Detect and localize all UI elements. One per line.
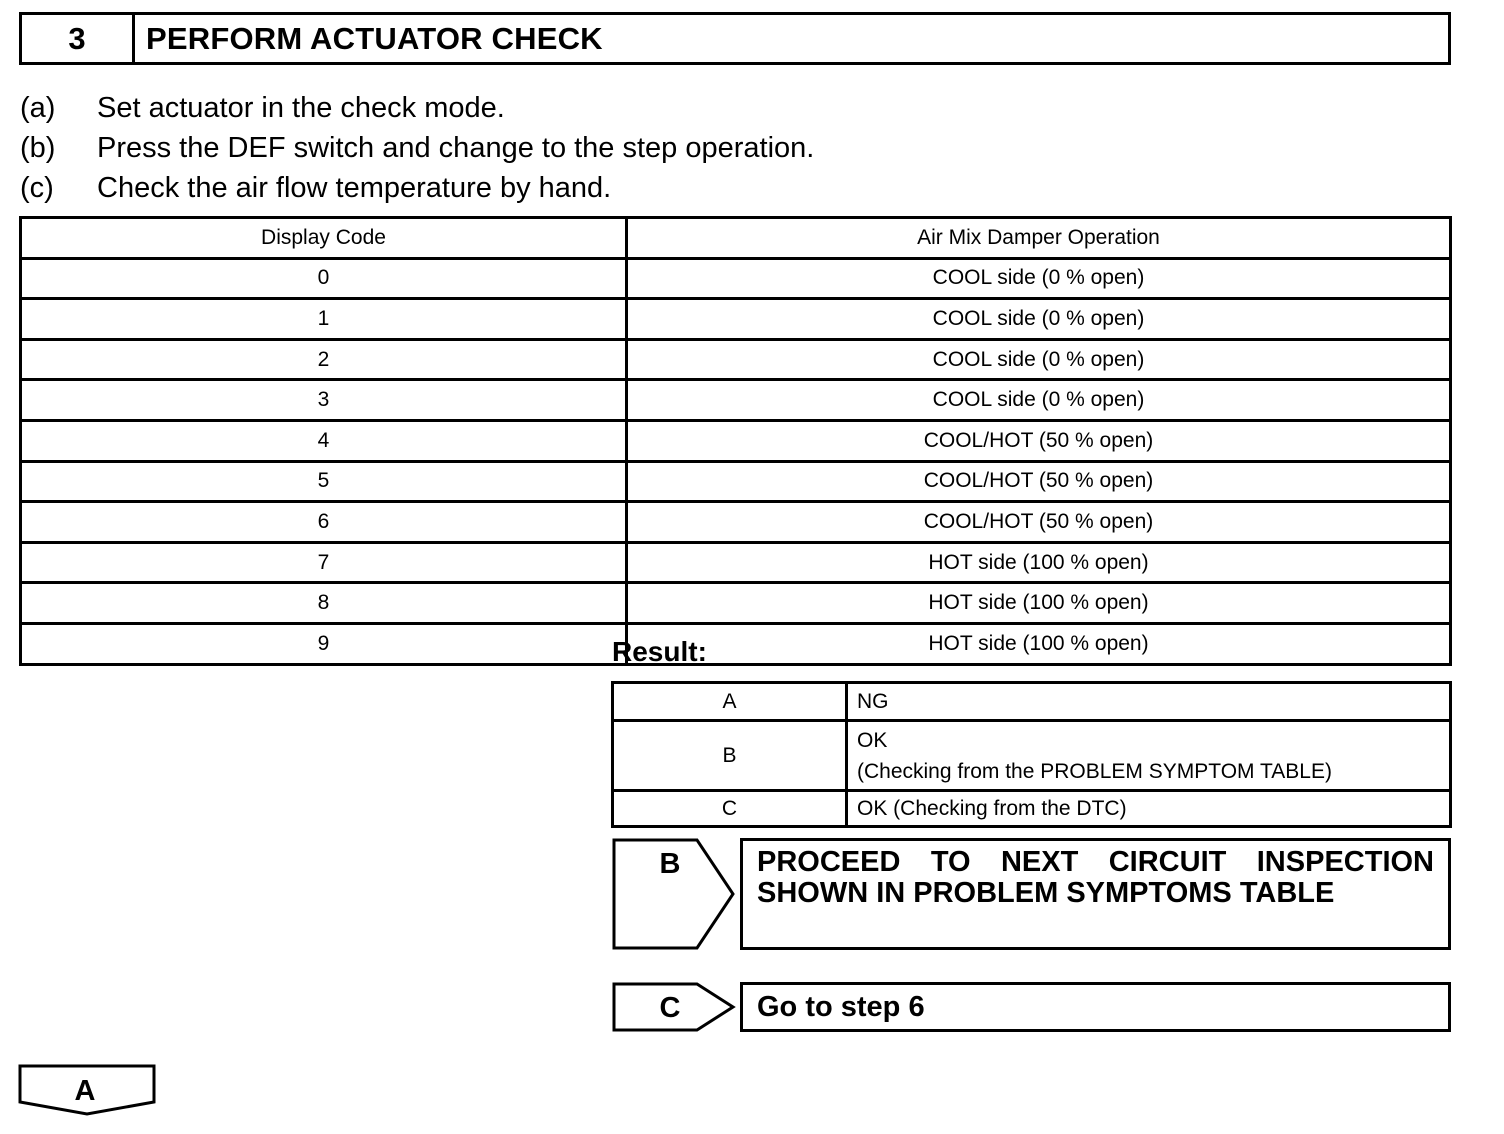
step-number: 3 [22,15,135,62]
damper-operation: COOL/HOT (50 % open) [627,502,1451,543]
column-header: Air Mix Damper Operation [627,218,1451,259]
table-row [21,380,1451,421]
result-value [847,683,1451,721]
result-value-line: OK [857,728,888,752]
branch-a-down-arrow-icon [18,1064,156,1116]
branch-c-text: Go to step 6 [757,990,925,1023]
branch-b-line2: SHOWN IN PROBLEM SYMPTOMS TABLE [757,877,1335,909]
result-value-line: OK (Checking from the DTC) [857,797,1127,820]
result-table [611,681,1452,828]
branch-b-box [740,838,1451,950]
branch-c-arrow-icon [612,982,736,1032]
table-row [21,258,1451,299]
display-code: 7 [21,542,627,583]
table-row [21,502,1451,543]
table-row [21,420,1451,461]
table-row [21,461,1451,502]
step-header [19,12,1451,65]
table-row [21,299,1451,340]
instruction-text: Check the air flow temperature by hand. [97,172,612,204]
result-key: C [613,791,847,827]
display-code: 8 [21,583,627,624]
display-code: 0 [21,258,627,299]
damper-operation: COOL/HOT (50 % open) [627,461,1451,502]
damper-operation-table [19,216,1452,666]
damper-operation: COOL side (0 % open) [627,380,1451,421]
display-code: 2 [21,339,627,380]
result-row-b [613,721,1451,791]
display-code: 4 [21,420,627,461]
branch-c-key: C [659,992,681,1024]
branch-b-key: B [659,848,681,880]
damper-operation: COOL/HOT (50 % open) [627,420,1451,461]
instruction-label: (a) [20,92,56,124]
instruction-label: (c) [20,172,54,204]
result-value [847,721,1451,791]
display-code: 3 [21,380,627,421]
damper-operation: COOL side (0 % open) [627,258,1451,299]
result-label: Result: [612,636,707,667]
table-row [21,542,1451,583]
branch-a-key: A [74,1075,96,1107]
instruction-label: (b) [20,132,56,164]
display-code: 6 [21,502,627,543]
display-code: 5 [21,461,627,502]
result-value-line: NG [857,690,889,713]
display-code: 1 [21,299,627,340]
instruction-b [0,128,1504,168]
display-code: 9 [21,623,627,664]
result-value [847,791,1451,827]
instruction-c [0,168,1504,208]
result-key: B [613,721,847,791]
result-value-line: (Checking from the PROBLEM SYMPTOM TABLE) [857,759,1332,783]
damper-operation: HOT side (100 % open) [627,623,1451,664]
result-row-a [613,683,1451,721]
instruction-text: Press the DEF switch and change to the step operation. [97,132,815,164]
table-row [21,623,1451,664]
branch-c-box [740,982,1451,1032]
column-header: Display Code [21,218,627,259]
instruction-text: Set actuator in the check mode. [97,92,505,124]
branch-b-arrow-icon [612,838,736,950]
result-row-c [613,791,1451,827]
damper-operation: HOT side (100 % open) [627,583,1451,624]
damper-operation: COOL side (0 % open) [627,339,1451,380]
table-header-row [21,218,1451,259]
damper-operation: HOT side (100 % open) [627,542,1451,583]
result-key: A [613,683,847,721]
table-row [21,583,1451,624]
table-row [21,339,1451,380]
damper-operation: COOL side (0 % open) [627,299,1451,340]
branch-b-line1: PROCEED TO NEXT CIRCUIT INSPECTION [757,846,1434,878]
instruction-a [0,88,1504,128]
step-title: PERFORM ACTUATOR CHECK [146,20,603,56]
